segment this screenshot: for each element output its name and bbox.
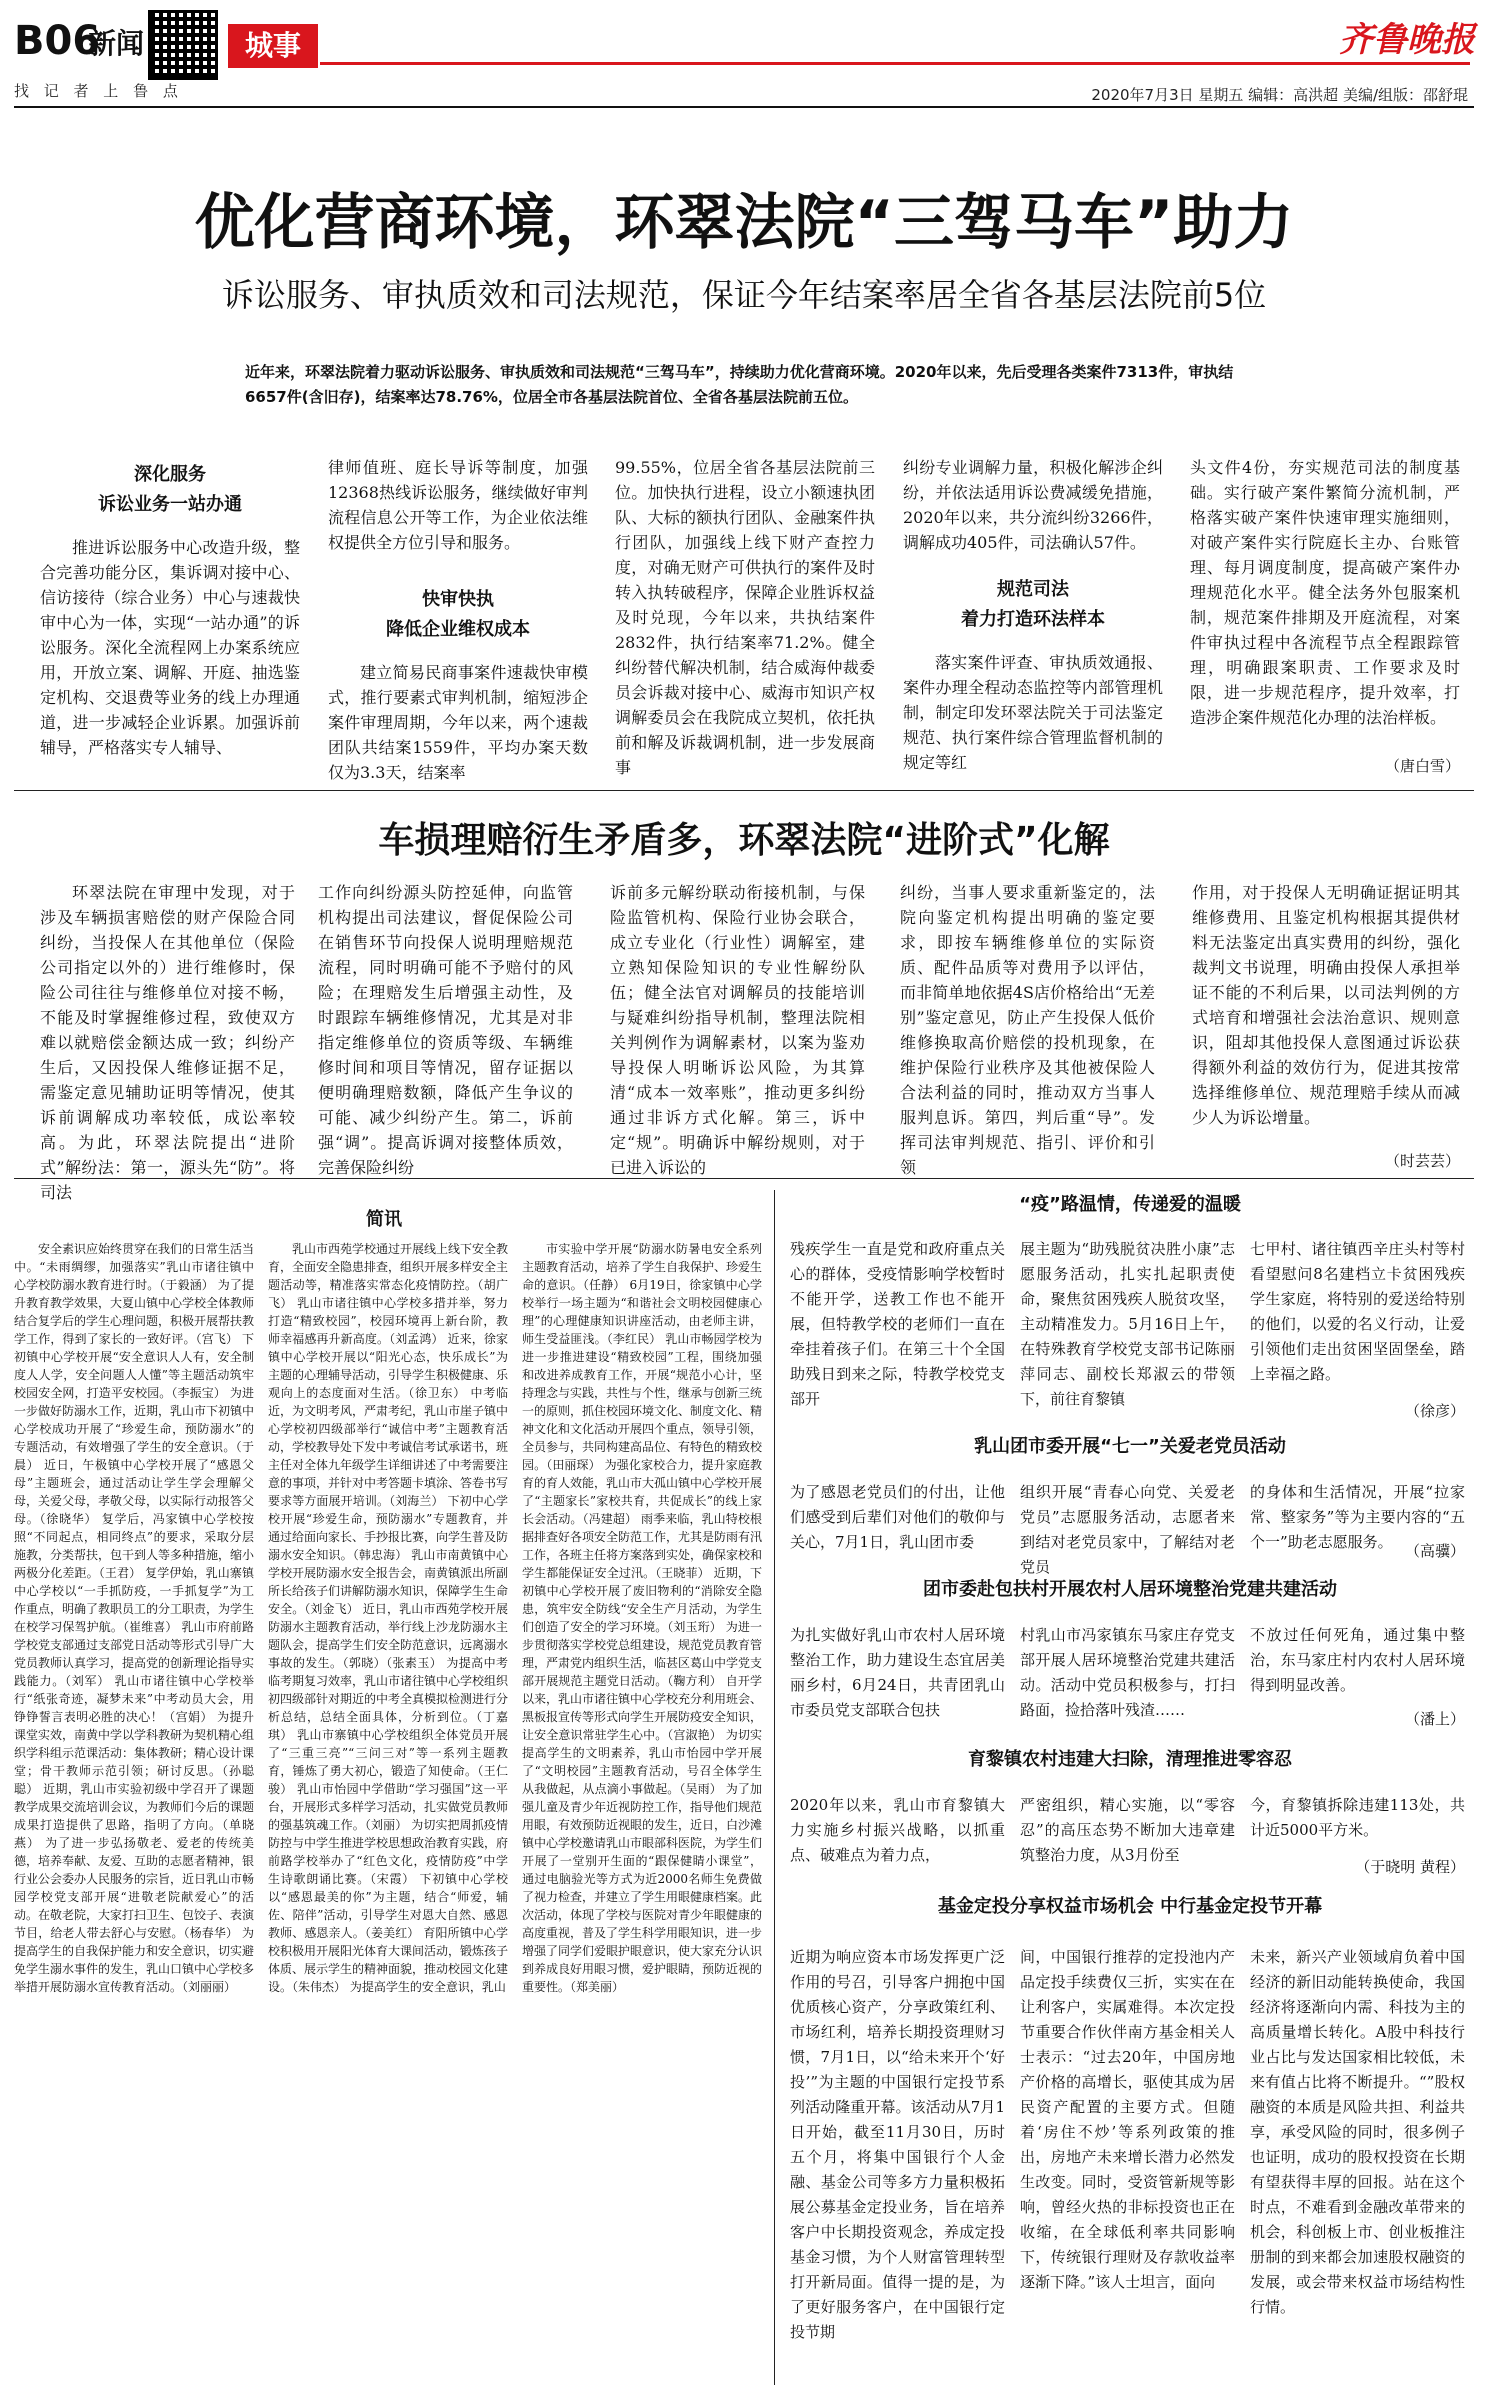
- story-a-byline: （徐彦）: [1404, 1402, 1465, 1420]
- story-b-title: 乳山团市委开展“七一”关爱老党员活动: [974, 1436, 1286, 1457]
- lead-column-2b: 建立简易民商事案件速裁快审模式，推行要素式审判机制，缩短涉企案件审理周期，今年以来，两个速裁团队共结案1559件，平均办案天数仅为3.3天，结案率: [328, 663, 588, 782]
- story-a-col-3: 七甲村、诸往镇西辛庄头村等村看望慰问8名建档立卡贫困残疾学生家庭，将特别的爱送给特别的他们，以爱的名义行动，让爱引领他们走出贫困坚固堡垒，踏上幸福之路。: [1250, 1240, 1465, 1383]
- lead-intro: 近年来，环翠法院着力驱动诉讼服务、审执质效和司法规范“三驾马车”，持续助力优化营商环境。2020年以来，先后受理各类案件7313件，审执结6657件(含旧存)，结案率达78.76%，位居全市各基层法院首位、全省各基层法院前五位。: [245, 363, 1234, 406]
- lead-column-2a: 律师值班、庭长导诉等制度，加强12368热线诉讼服务，继续做好审判流程信息公开等工作，为企业依法维权提供全方位引导和服务。: [328, 458, 588, 552]
- second-column-4: 纠纷，当事人要求重新鉴定的，法院向鉴定机构提出明确的鉴定要求，即按车辆维修单位的实际资质、配件品质等对费用予以评估，而非简单地依据4S店价格给出“无差别”鉴定意见，防止产生投保人低价维修换取高价赔偿的投机现象，在维护保险行业秩序及其他被保险人合法利益的同时，推动双方当事人服判息诉。第四，判后重“导”。发挥司法审判规范、指引、评价和引领: [900, 883, 1155, 1177]
- briefs-column-1: 安全素识应始终贯穿在我们的日常生活当中。“未雨绸缪，加强落实”乳山市诸往镇中心学校防溺水教育进行时。（于毅涵） 为了提升教育教学效果，大夏山镇中心学校全体教师结合复学后的学生心理问题，积极开展帮扶教学工作，得到了家长的一致好评。（宫飞） 下初镇中心学校开展“安全意识人人有，安全制度人人学，安全问题人人懂”等主题活动筑牢校园安全网，打造平安校园。（李振宝） 为进一步做好防溺水工作，近期，乳山市下初镇中心学校成功开展了“珍爱生命，预防溺水”的专题活动，有效增强了学生的安全意识。（于晨） 近日，午极镇中心学校开展了“感恩父母”主题班会，通过活动让学生学会理解父母，关爱父母，孝敬父母，以实际行动报答父母。（徐晓华） 复学后，冯家镇中心学校按照“不同起点，相同终点”的要求，采取分层施教，分类帮扶，包干到人等多种措施，缩小两极分化差距。（王君） 复学伊始，乳山寨镇中心学校以“一手抓防疫，一手抓复学”为工作重点，明确了教职员工的分工职责，为学生在校学习保驾护航。（崔维喜） 乳山市府前路学校党支部通过支部党日活动等形式引导广大党员教师认真学习，提高党的创新理论指导实践能力。（刘军） 乳山市诸往镇中心学校举行“纸张奇迹，凝梦未来”中考动员大会，用铮铮誓言表明必胜的决心！（宫娟） 为提升课堂实效，南黄中学以学科教研为契机精心组织学科组示范课活动：集体教研；精心设计课堂；骨干教师示范引领；研讨反思。（孙聪聪） 近期，乳山市实验初级中学召开了课题教学成果交流培训会议，为教师们今后的课题成果打造提供了思路，指明了方向。（单晓燕） 为了进一步弘扬敬老、爱老的传统美德，培养奉献、友爱、互助的志愿者精神，银行业公会委办人民服务的宗旨，近日乳山市畅园学校党支部开展“进敬老院献爱心”的活动。在敬老院，大家打扫卫生、包饺子、表演节目，给老人带去舒心与安慰。（杨春华） 为提高学生的自我保护能力和安全意识，切实避免学生溺水事件的发生，乳山口镇中心学校多举措开展防溺水宣传教育活动。（刘丽丽）: [14, 1242, 255, 1994]
- section-tab: 城事: [228, 24, 318, 68]
- lead-subhead-3: 规范司法 着力打造环法样本: [961, 579, 1105, 630]
- story-d-col-2: 严密组织，精心实施，以“零容忍”的高压态势不断加大违章建筑整治力度，从3月份至: [1020, 1796, 1235, 1864]
- qr-code-icon: [148, 10, 218, 80]
- story-c-col-1: 为扎实做好乳山市农村人居环境整治工作，助力建设生态宜居美丽乡村，6月24日，共青团乳山市委员党支部联合包扶: [790, 1626, 1005, 1719]
- story-b-col-1: 为了感恩老党员们的付出，让他们感受到后辈们对他们的敬仰与关心，7月1日，乳山团市委: [790, 1483, 1005, 1551]
- story-c-title: 团市委赴包扶村开展农村人居环境整治党建共建活动: [923, 1579, 1337, 1600]
- dateline: 2020年7月3日 星期五 编辑：高洪超 美编/组版：邵舒琨: [1091, 86, 1468, 104]
- story-e-col-3: 未来，新兴产业领域肩负着中国经济的新旧动能转换使命，我国经济将逐渐向内需、科技为主的高质量增长转化。A股中科技行业占比与发达国家相比较低，未来有值占比将不断提升。“”股权融资的本质是风险共担、利益共享，承受风险的同时，很多例子也证明，成功的股权投资在长期有望获得丰厚的回报。站在这个时点，不难看到金融改革带来的机会，科创板上市、创业板推注册制的到来都会加速股权融资的发展，或会带来权益市场结构性行情。: [1250, 1948, 1465, 2316]
- column-rule: [774, 1190, 775, 2385]
- newspaper-logo: 齐鲁晚报: [1339, 20, 1475, 60]
- section-divider: [14, 790, 1474, 791]
- lead-column-4b: 落实案件评查、审执质效通报、案件办理全程动态监控等内部管理机制，制定印发环翠法院关于司法鉴定规范、执行案件综合管理监督机制的规定等红: [903, 653, 1163, 772]
- section-name: 新闻: [88, 27, 145, 60]
- briefs-column-3: 市实验中学开展“防溺水防暑电安全系列主题教育活动，培养了学生自我保护、珍爱生命的意识。（任静） 6月19日，徐家镇中心学校举行一场主题为“和谐社会文明校园健康心理”的心理健康知识讲座活动，由老师主讲，师生受益匪浅。（李红民） 乳山市畅园学校为进一步推进建设“精致校园”工程，围绕加强和改进养成教育工作，开展“规范小心计，坚持理念与实践，共性与个性，继承与创新三统一的原则，抓住校园环境文化、制度文化、精神文化和文化活动开展四个重点，领导引领，全员参与，共同构建高品位、有特色的精致校园。（田丽琛） 为强化家校合力，提升家庭教育的育人效能，乳山市大孤山镇中心学校开展了“主题家长”家校共育，共促成长”的线上家长会活动。（冯建超） 雨季来临，乳山特校根据排查好各项安全防范工作，尤其是防雨有汛工作，各班主任将方案落到实处，确保家校和学生都能保证安全过汛。（王晓菲） 近期，下初镇中心学校开展了废旧物利的“消除安全隐患，筑牢安全防线“安全生产月活动，为学生们创造了安全的学习环境。（刘玉珩） 为进一步贯彻落实学校党总组建设，规范党员教育管理，严肃党内组织生活，临甚区葛山中学党支部开展规范主题党日活动。（鞠方利） 自开学以来，乳山市诸往镇中心学校充分利用班会、黑板报宣传等形式向学生开展防疫安全知识，让安全意识常驻学生心中。（宫淑艳） 为切实提高学生的文明素养，乳山市怡园中学开展了“文明校园”主题教育活动，号召全体学生从我做起，从点滴小事做起。（吴雨） 为了加强儿童及青少年近视防控工作，指导他们规范用眼，有效预防近视眼的发生，近日，白沙滩镇中心学校邀请乳山市眼部科医院，为学生们开展了一堂别开生面的“跟保健睛小课堂”，通过电脑验光等方式为近2000名师生免费做了视力检查，并建立了学生用眼健康档案。此次活动，体现了学校与医院对青少年眼健康的高度重视，普及了学生科学用眼知识，进一步增强了同学们爱眼护眼意识，使大家充分认识到养成良好用眼习惯，爱护眼睛，预防近视的重要性。（郑美丽）: [522, 1242, 763, 1994]
- story-b-col-3: 的身体和生活情况，开展“拉家常、整家务”等为主要内容的“五个一”助老志愿服务。: [1250, 1483, 1465, 1551]
- lead-headline: 优化营商环境，环翠法院“三驾马车”助力: [194, 188, 1294, 258]
- second-byline: （时芸芸）: [1384, 1152, 1460, 1170]
- header-red-rule: [320, 62, 1470, 65]
- story-e-col-2: 间，中国银行推荐的定投池内产品定投手续费仅三折，实实在在让利客户，实属难得。本次定投节重要合作伙伴南方基金相关人士表示：“过去20年，中国房地产价格的高增长，驱使其成为居民资产配置的主要方式。但随着‘房住不炒’等系列政策的推出，房地产未来增长潜力必然发生改变。同时，受资管新规等影响，曾经火热的非标投资也正在收缩，在全球低利率共同影响下，传统银行理财及存款收益率逐渐下降。”该人士坦言，面向: [1020, 1948, 1235, 2291]
- lead-subheadline: 诉讼服务、审执质效和司法规范，保证今年结案率居全省各基层法院前5位: [221, 276, 1267, 314]
- lead-byline: （唐白雪）: [1384, 757, 1460, 775]
- section-divider-2: [14, 1178, 1474, 1179]
- story-a-col-2: 展主题为“助残脱贫决胜小康”志愿服务活动，扎实扎起职责使命，聚焦贫困残疾人脱贫攻坚，主动精准发力。5月16日上午，在特殊教育学校党支部书记陈丽萍同志、副校长郑淑云的带领下，前往育黎镇: [1020, 1240, 1235, 1408]
- story-a-col-1: 残疾学生一直是党和政府重点关心的群体，受疫情影响学校暂时不能开学，送教工作也不能开展，但特教学校的老师们一直在牵挂着孩子们。在第三十个全国助残日到来之际，特教学校党支部开: [790, 1240, 1005, 1408]
- second-column-3: 诉前多元解纷联动衔接机制，与保险监管机构、保险行业协会联合，成立专业化（行业性）调解室，建立熟知保险知识的专业性解纷队伍；健全法官对调解员的技能培训与疑难纠纷指导机制，整理法院相关判例作为调解素材，以案为鉴劝导投保人明晰诉讼风险，为其算清“成本一效率账”，推动更多纠纷通过非诉方式化解。第三，诉中定“规”。明确诉中解纷规则，对于已进入诉讼的: [610, 883, 865, 1177]
- story-d-byline: （于晓明 黄程）: [1355, 1858, 1465, 1876]
- second-column-1: 环翠法院在审理中发现，对于涉及车辆损害赔偿的财产保险合同纠纷，当投保人在其他单位（保险公司指定以外的）进行维修时，保险公司往往与维修单位对接不畅，不能及时掌握维修过程，致使双方难以就赔偿金额达成一致；纠纷产生后，又因投保人维修证据不足，需鉴定意见辅助证明等情况，使其诉前调解成功率较低，成讼率较高。为此，环翠法院提出“进阶式”解纷法：第一，源头先“防”。将司法: [40, 883, 295, 1202]
- lead-column-3: 99.55%，位居全省各基层法院前三位。加快执行进程，设立小额速执团队、大标的额执行团队、金融案件执行团队，加强线上线下财产查控力度，对确无财产可供执行的案件及时转入执转破程序，保障企业胜诉权益及时兑现，今年以来，共执结案件2832件，执行结案率71.2%。健全纠纷替代解决机制，结合威海仲裁委员会诉裁对接中心、威海市知识产权调解委员会在我院成立契机，依托执前和解及诉裁调机制，进一步发展商事: [615, 458, 875, 777]
- second-column-2: 工作向纠纷源头防控延伸，向监管机构提出司法建议，督促保险公司在销售环节向投保人说明理赔规范流程，同时明确可能不予赔付的风险；在理赔发生后增强主动性，及时跟踪车辆维修情况，尤其是对非指定维修单位的资质等级、车辆维修时间和项目等情况，留存证据以便明确理赔数额，降低产生争议的可能、减少纠纷产生。第二，诉前强“调”。提高诉调对接整体质效，完善保险纠纷: [318, 883, 573, 1177]
- lead-column-4a: 纠纷专业调解力量，积极化解涉企纠纷，并依法适用诉讼费减缓免措施，2020年以来，共分流纠纷3266件，调解成功405件，司法确认57件。: [903, 458, 1163, 552]
- second-column-5: 作用，对于投保人无明确证据证明其维修费用、且鉴定机构根据其提供材料无法鉴定出真实费用的纠纷，强化裁判文书说理，明确由投保人承担举证不能的不利后果，以司法判例的方式培育和增强社会法治意识、规则意识，阻却其他投保人意图通过诉讼获得额外利益的效仿行为，促进其按常选择维修单位、规范理赔手续从而减少人为诉讼增量。: [1192, 883, 1460, 1127]
- lead-subhead-2: 快审快执 降低企业维权成本: [386, 589, 530, 640]
- page-code: B06: [14, 18, 101, 64]
- story-c-col-2: 村乳山市冯家镇东马家庄存党支部开展人居环境整治党建共建活动。活动中党员积极参与，打扫路面，捡拾落叶残渣……: [1020, 1626, 1235, 1719]
- story-c-col-3: 不放过任何死角，通过集中整治，东马家庄村内农村人居环境得到明显改善。: [1250, 1626, 1465, 1694]
- header-divider: [14, 106, 1474, 108]
- lead-column-1: 推进诉讼服务中心改造升级，整合完善功能分区，集诉调对接中心、信访接待（综合业务）中心与速裁快审中心为一体，实现“一站办通”的诉讼服务。深化全流程网上办案系统应用，开放立案、调解、开庭、抽选鉴定机构、交退费等业务的线上办理通道，进一步减轻企业诉累。加强诉前辅导，严格落实专人辅导、: [40, 538, 300, 757]
- story-a-title: “疫”路温情，传递爱的温暖: [1019, 1194, 1241, 1215]
- story-b-byline: （高骥）: [1404, 1542, 1465, 1560]
- briefs-title: 简讯: [366, 1209, 402, 1230]
- story-b-col-2: 组织开展“青春心向党、关爱老党员”志愿服务活动，志愿者来到结对老党员家中，了解结对老党员: [1020, 1483, 1235, 1576]
- header-slogan: 找 记 者 上 鲁 点: [14, 82, 183, 100]
- second-headline: 车损理赔衍生矛盾多，环翠法院“进阶式”化解: [378, 820, 1110, 861]
- briefs-column-2: 乳山市西苑学校通过开展线上线下安全教育，全面安全隐患排查，组织开展多样安全主题活动等，精准落实常态化疫情防控。（胡广飞） 乳山市诸往镇中心学校多措并举，努力打造“精致校园”，校园环境再上新台阶，教师幸福感再升新高度。（刘孟鸿） 近来，徐家镇中心学校开展以“阳光心态，快乐成长”为主题的心理辅导活动，引导学生积极健康、乐观向上的态度面对生活。（徐卫东） 中考临近，为文明考风，严肃考纪，乳山市崖子镇中心学校初四级部举行“诚信中考”主题教育活动，学校教导处下发中考诚信考试承诺书，班主任对全体九年级学生详细讲述了中考需要注意的事项，并针对中考答题卡填涂、答卷书写要求等方面展开培训。（刘海兰） 下初中心学校开展“珍爱生命，预防溺水”专题教育，并通过给面向家长、手抄报比赛，向学生普及防溺水安全知识。（韩忠海） 乳山市南黄镇中心学校开展防溺水安全报告会，南黄镇派出所副所长给孩子们讲解防溺水知识，保障学生生命安全。（刘金飞） 近日，乳山市西苑学校开展防溺水主题教育活动，举行线上沙龙防溺水主题队会，提高学生们安全防范意识，远离溺水事故的发生。（郭晓）（张素玉） 为提高中考临考期复习效率，乳山市诸往镇中心学校组织初四级部针对期近的中考全真模拟检测进行分析总结，总结全面具体，分析到位。（丁嘉琪） 乳山市寨镇中心学校组织全体党员开展了“三重三亮”“三问三对”等一系列主题教育，锤炼了勇大初心，锻造了知使命。（王仁骏） 乳山市怡园中学借助“学习强国”这一平台，开展形式多样学习活动，扎实做党员教师的强基筑魂工作。（刘丽） 为切实把周抓疫情防控与中学生推进学校思想政治教育实践，府前路学校举办了“红色文化，疫情防疫”中学生诗歌朗诵比赛。（宋霞） 下初镇中心学校以“感恩最美的你”为主题，结合“师爱，辅佐、陪伴”活动，引导学生对恩大自然、感恩教师、感恩亲人。（姜美红） 育阳所镇中心学校积极用开展阳光体育大课间活动，锻炼孩子体质、展示学生的精神面貌，推动校园文化建设。（朱伟杰） 为提高学生的安全意识，乳山: [268, 1242, 509, 1994]
- story-e-title: 基金定投分享权益市场机会 中行基金定投节开幕: [937, 1896, 1323, 1917]
- story-e-col-1: 近期为响应资本市场发挥更广泛作用的号召，引导客户拥抱中国优质核心资产，分享政策红利、市场红利，培养长期投资理财习惯，7月1日，以“给未来开个‘好投’”为主题的中国银行定投节系列活动隆重开幕。该活动从7月1日开始，截至11月30日，历时五个月，将集中国银行个人金融、基金公司等多方力量积极拓展公募基金定投业务，旨在培养客户中长期投资观念，养成定投基金习惯，为个人财富管理转型打开新局面。值得一提的是，为了更好服务客户，在中国银行定投节期: [790, 1948, 1005, 2341]
- story-c-byline: （潘上）: [1404, 1710, 1465, 1728]
- story-d-col-1: 2020年以来，乳山市育黎镇大力实施乡村振兴战略，以抓重点、破难点为着力点，: [790, 1796, 1005, 1864]
- lead-subhead-1: 深化服务 诉讼业务一站办通: [98, 464, 242, 515]
- story-d-col-3: 今，育黎镇拆除违建113处，共计近5000平方米。: [1250, 1796, 1465, 1839]
- lead-column-5: 头文件4份，夯实规范司法的制度基础。实行破产案件繁简分流机制，严格落实破产案件快速审理实施细则，对破产案件实行院庭长主办、台账管理、每月调度制度，提高破产案件办理规范化水平。健全法务外包服案机制，规范案件排期及开庭流程，对案件审执过程中各流程节点全程跟踪管理，明确跟案职责、工作要求及时限，进一步规范程序，提升效率，打造涉企案件规范化办理的法治样板。: [1190, 458, 1460, 727]
- story-d-title: 育黎镇农村违建大扫除，清理推进零容忍: [968, 1749, 1292, 1770]
